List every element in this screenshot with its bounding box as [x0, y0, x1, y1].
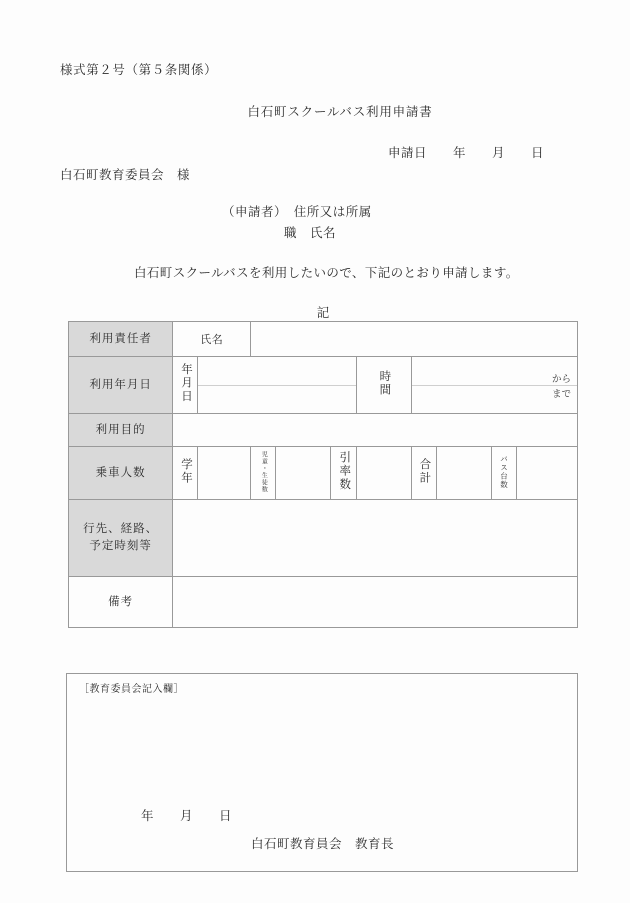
- office-date-line[interactable]: [141, 806, 232, 824]
- use-date-ymd-label: 年月日: [173, 357, 198, 414]
- use-date-value-cell[interactable]: [198, 357, 356, 414]
- escorts-count-value[interactable]: [356, 447, 411, 500]
- route-label-line1: 行先、経路、: [83, 523, 159, 535]
- grade-value[interactable]: [198, 447, 251, 500]
- addressee: 白石町教育委員会 様: [60, 168, 191, 182]
- ki-mark: 記: [316, 306, 330, 320]
- office-date-month: 月: [180, 809, 194, 823]
- escorts-count-label: 引率数: [331, 447, 356, 500]
- applicant-block: [222, 202, 372, 244]
- application-date-month: 月: [492, 146, 506, 160]
- row-label-manager: 利用責任者: [69, 322, 173, 357]
- use-time-from[interactable]: から: [412, 371, 577, 386]
- use-date-value-bottom[interactable]: [198, 385, 355, 413]
- application-date-label: 申請日: [388, 146, 428, 160]
- document-title: 白石町スクールバス利用申請書: [247, 105, 433, 119]
- use-date-value-top[interactable]: [198, 357, 355, 385]
- route-value[interactable]: [173, 500, 578, 577]
- application-date-line: [388, 143, 544, 161]
- application-table: [68, 321, 578, 628]
- table-row-manager: [69, 322, 578, 357]
- total-count-label: 合計: [411, 447, 436, 500]
- application-date-year: 年: [453, 146, 467, 160]
- manager-name-label: 氏名: [173, 322, 251, 357]
- office-date-year: 年: [141, 809, 155, 823]
- row-label-route: [69, 500, 173, 577]
- remarks-value[interactable]: [173, 577, 578, 628]
- table-row-purpose: [69, 414, 578, 447]
- row-label-use-date: 利用年月日: [69, 357, 173, 414]
- body-sentence: 白石町スクールバスを利用したいので、下記のとおり申請します。: [134, 266, 519, 280]
- office-use-label: ［教育委員会記入欄］: [79, 684, 184, 695]
- form-code: 様式第２号（第５条関係）: [60, 63, 218, 77]
- row-label-passengers: 乗車人数: [69, 447, 173, 500]
- row-label-purpose: 利用目的: [69, 414, 173, 447]
- use-time-label: 時間: [356, 357, 411, 414]
- purpose-value[interactable]: [173, 414, 578, 447]
- row-label-remarks: 備考: [69, 577, 173, 628]
- route-label-line2: 予定時刻等: [89, 540, 152, 552]
- office-date-day: 日: [219, 809, 233, 823]
- bus-count-value[interactable]: [516, 447, 577, 500]
- use-time-to[interactable]: まで: [412, 385, 577, 400]
- table-row-route: [69, 500, 578, 577]
- table-row-passengers: [69, 447, 578, 500]
- table-row-remarks: [69, 577, 578, 628]
- applicant-name-line: 職 氏名: [284, 226, 337, 240]
- applicant-address-line: （申請者） 住所又は所属: [222, 205, 372, 219]
- office-use-box: [66, 673, 578, 872]
- office-signer: 白石町教育員会 教育長: [251, 837, 395, 851]
- use-time-value-cell[interactable]: [411, 357, 577, 414]
- total-count-value[interactable]: [436, 447, 491, 500]
- table-row-use-date: [69, 357, 578, 414]
- students-count-value[interactable]: [276, 447, 331, 500]
- students-count-label: 児童・生徒数: [251, 447, 276, 500]
- application-date-day: 日: [531, 146, 545, 160]
- manager-name-value[interactable]: [251, 322, 578, 357]
- bus-count-label: バス台数: [491, 447, 516, 500]
- grade-label: 学年: [173, 447, 198, 500]
